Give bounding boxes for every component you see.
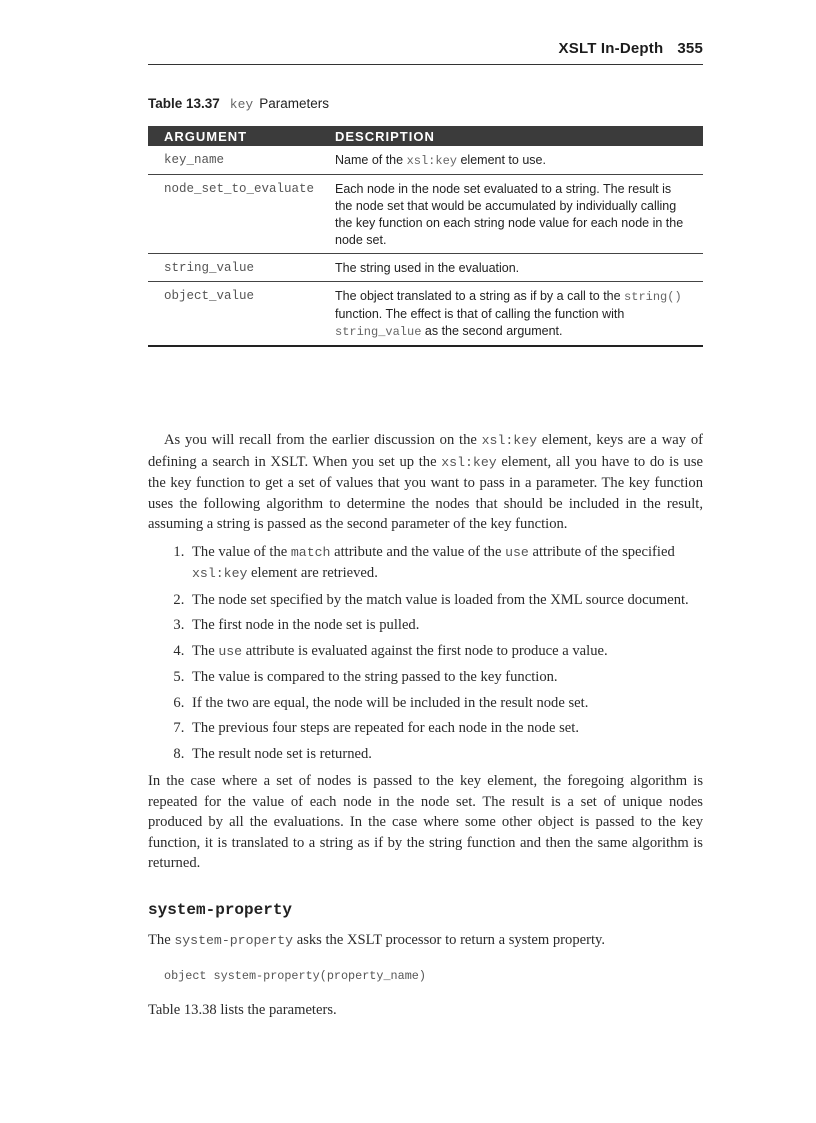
code-signature: object system-property(property_name): [164, 968, 426, 983]
page-number: 355: [677, 40, 703, 57]
description-code: string(): [624, 290, 682, 304]
table-row: [148, 254, 703, 282]
table-caption-code: key: [229, 97, 254, 112]
description-cell: [335, 288, 685, 341]
inline-code: system-property: [174, 933, 294, 948]
text-run: The: [192, 642, 219, 659]
argument-cell: node_set_to_evaluate: [164, 182, 315, 196]
table-row: [148, 175, 703, 254]
argument-cell: object_value: [164, 289, 255, 303]
paragraph-key-nodes: In the case where a set of nodes is passed to the key element, the foregoing algorithm is repeated for the value of each node in the node set. The result is a set of unique nodes produced by all the evaluations. In the case where some other object is passed to the key function, it is translated to a string as if by the string function and then the same algorithm is returned.: [148, 773, 703, 871]
description-text: function. The effect is that of calling the function with: [335, 307, 625, 321]
text-run: The: [148, 932, 175, 948]
inline-code: use: [218, 643, 243, 659]
paragraph-table-reference: Table 13.38 lists the parameters.: [148, 1002, 337, 1018]
list-item: [188, 542, 703, 585]
description-cell: Each node in the node set evaluated to a string. The result is the node set that would be accumulated by individually calling the key function on each string node value for each node in the node set.: [335, 182, 684, 247]
header-rule: [148, 64, 703, 65]
body-text: [148, 430, 703, 1021]
text-run: attribute is evaluated against the first node to produce a value.: [242, 642, 608, 659]
description-cell: The string used in the evaluation.: [335, 261, 520, 275]
description-text: element to use.: [457, 153, 546, 167]
table-caption-text: Parameters: [259, 96, 329, 111]
text-run: asks the XSLT processor to return a system property.: [293, 932, 606, 948]
paragraph-key-intro: [148, 430, 703, 535]
inline-code: xsl:key: [441, 454, 497, 470]
description-text: as the second argument.: [421, 324, 563, 338]
description-code: string_value: [335, 325, 422, 339]
inline-code: xsl:key: [481, 433, 538, 448]
running-head-title: XSLT In-Depth: [558, 40, 664, 57]
text-run: element, all you have to do is use the key function to get a set of values that you want to pass in a parameter. The key function uses the following algorithm to determine the nodes that should be included in the result, assuming a string is passed as the second parameter of the key function.: [148, 453, 704, 532]
table-row: [148, 146, 703, 175]
list-item: 7. The previous four steps are repeated for each node in the node set.: [188, 718, 703, 739]
text-run: element are retrieved.: [247, 565, 378, 581]
list-item: [188, 641, 703, 663]
list-item: 5. The value is compared to the string passed to the key function.: [188, 667, 703, 688]
text-run: attribute of the specified: [528, 543, 675, 560]
text-run: As you will recall from the earlier discussion on the: [164, 432, 482, 448]
argument-cell: string_value: [164, 261, 255, 275]
section-heading: system-property: [148, 900, 293, 919]
list-item: 8. The result node set is returned.: [188, 744, 703, 765]
running-head: [148, 40, 703, 57]
text-run: attribute and the value of the: [330, 543, 506, 560]
algorithm-steps-list: [148, 542, 703, 765]
description-text: Name of the: [335, 153, 407, 167]
description-cell: [335, 152, 685, 170]
column-header-argument: ARGUMENT: [164, 128, 248, 144]
inline-code: use: [505, 544, 529, 560]
list-item: 2. The node set specified by the match value is loaded from the XML source document.: [188, 590, 703, 611]
table-caption: [148, 96, 329, 112]
table-row: [148, 282, 703, 347]
description-text: The object translated to a string as if by a call to the: [335, 289, 625, 303]
description-code: xsl:key: [406, 154, 457, 168]
table-caption-label: Table 13.37: [148, 96, 220, 111]
list-item: 3. The first node in the node set is pulled.: [188, 615, 703, 636]
argument-cell: key_name: [164, 153, 225, 167]
text-run: element, keys are a way of defining a search in XSLT. When you set up the: [148, 432, 704, 470]
inline-code: match: [290, 544, 331, 560]
inline-code: xsl:key: [192, 566, 248, 581]
parameters-table: [148, 126, 703, 347]
list-item: 6. If the two are equal, the node will be included in the result node set.: [188, 693, 703, 714]
text-run: The value of the: [192, 543, 291, 560]
paragraph-system-property: [148, 930, 703, 952]
column-header-description: DESCRIPTION: [335, 128, 435, 144]
table-header-row: [148, 126, 703, 146]
